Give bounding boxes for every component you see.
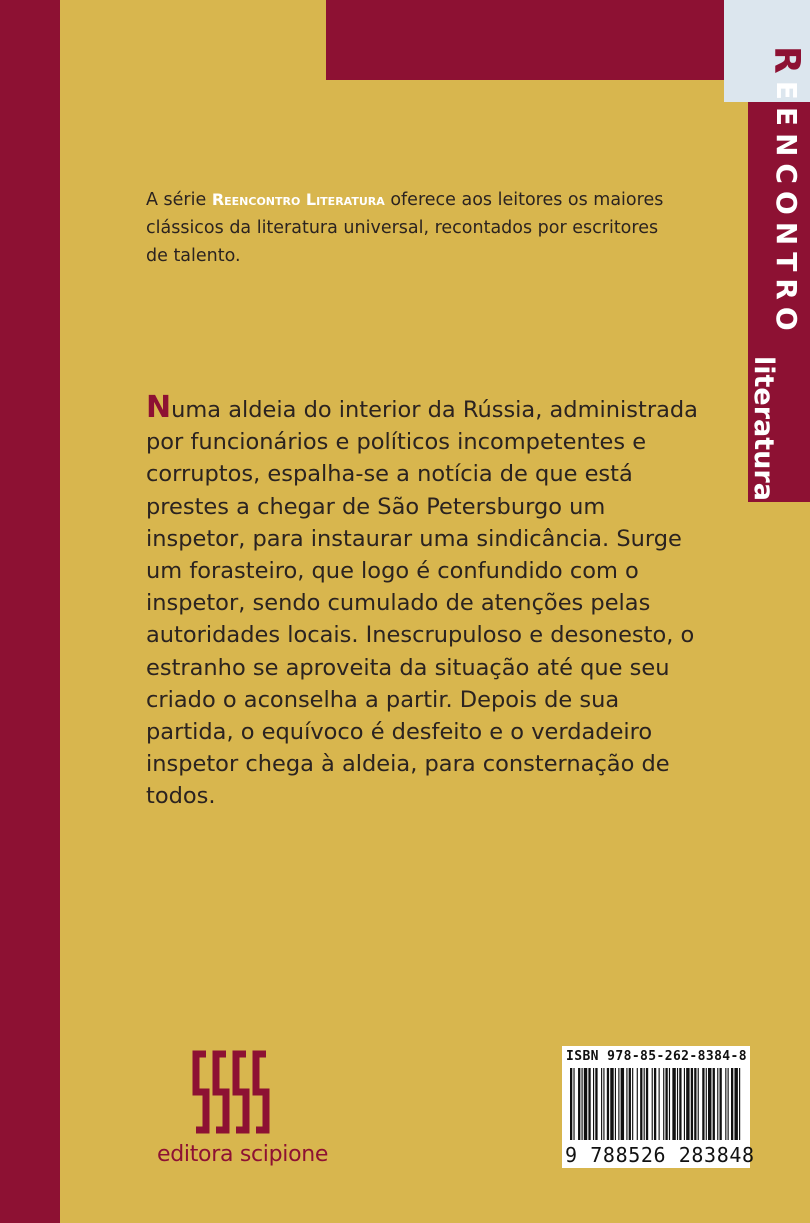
barcode-bar [601, 1068, 602, 1140]
barcode-bar [646, 1068, 648, 1140]
barcode-bar [629, 1068, 631, 1140]
barcode-bar [731, 1068, 733, 1140]
barcode-bar [706, 1068, 707, 1140]
barcode-bar [637, 1068, 638, 1140]
barcode-bar [665, 1068, 667, 1140]
left-spine-band [0, 0, 60, 1223]
barcode-bar [669, 1068, 670, 1140]
isbn-label: ISBN 978-85-262-8384-8 [566, 1049, 747, 1064]
synopsis-dropcap: N [146, 390, 172, 425]
series-title-rest: EENCONTRO [770, 80, 803, 338]
barcode-bar [573, 1068, 574, 1140]
barcode-bar [640, 1068, 642, 1140]
barcode-bar [659, 1068, 660, 1140]
intro-text-before: A série [146, 190, 212, 210]
barcode-bar [644, 1068, 645, 1140]
barcode-bar [610, 1068, 613, 1140]
series-title [766, 46, 807, 338]
barcode-bar [691, 1068, 693, 1140]
barcode-bar [725, 1068, 726, 1140]
barcode-bar [672, 1068, 675, 1140]
series-title-initial: R [766, 46, 807, 81]
barcode-bar [578, 1068, 580, 1140]
barcode-bar [694, 1068, 696, 1140]
publisher-name: editora scipione [157, 1142, 329, 1167]
book-synopsis [146, 392, 706, 813]
series-intro-text [146, 186, 666, 270]
barcode-bar [593, 1068, 594, 1140]
top-band [326, 0, 724, 80]
barcode-bar [677, 1068, 678, 1140]
barcode-bar [684, 1068, 685, 1140]
barcode-bar [595, 1068, 597, 1140]
barcode-bar [734, 1068, 737, 1140]
intro-text-after: oferece aos leitores os maiores clássicos da literatura universal, recontados por escritores de talento. [146, 190, 664, 266]
barcode-bar [720, 1068, 722, 1140]
synopsis-text: uma aldeia do interior da Rússia, administrada por funcionários e políticos incompetentes e corruptos, espalha-se a notícia de que está prestes a chegar de São Petersburgo um inspetor, para instaurar uma sindicância. Surge um forasteiro, que logo é confundido com o inspetor, sendo cumulado de atenções pelas autoridades locais. Inescrupuloso e desonesto, o estranho se aproveita da situação até que seu criado o aconselha a partir. Depois de sua partida, o equívoco é desfeito e o verdadeiro inspetor chega à aldeia, para consternação de todos. [146, 397, 698, 810]
barcode-bar [679, 1068, 681, 1140]
series-brand-name: Reencontro Literatura [211, 190, 385, 209]
barcode-bar [654, 1068, 656, 1140]
barcode-bar [708, 1068, 711, 1140]
barcode-bar [702, 1068, 704, 1140]
barcode-bar [584, 1068, 587, 1140]
series-subtitle: literatura [748, 356, 779, 501]
barcode-bars [568, 1068, 744, 1144]
publisher-logo-icon [190, 1048, 276, 1136]
barcode-bar [582, 1068, 583, 1140]
barcode-bar [739, 1068, 740, 1140]
barcode-bar [615, 1068, 616, 1140]
barcode-bar [618, 1068, 619, 1140]
barcode-bar [626, 1068, 627, 1140]
barcode-bar [698, 1068, 699, 1140]
barcode-bar [728, 1068, 729, 1140]
barcode-bar [603, 1068, 604, 1140]
barcode-bar [621, 1068, 624, 1140]
barcode-bar [717, 1068, 718, 1140]
barcode-bar [632, 1068, 633, 1140]
barcode-bar [686, 1068, 689, 1140]
barcode-bar [570, 1068, 572, 1140]
barcode-bar [588, 1068, 590, 1140]
barcode-bar [663, 1068, 664, 1140]
barcode-bar [607, 1068, 609, 1140]
barcode-bar [713, 1068, 715, 1140]
barcode-bar [652, 1068, 653, 1140]
ean-number: 9 788526 283848 [565, 1143, 755, 1167]
